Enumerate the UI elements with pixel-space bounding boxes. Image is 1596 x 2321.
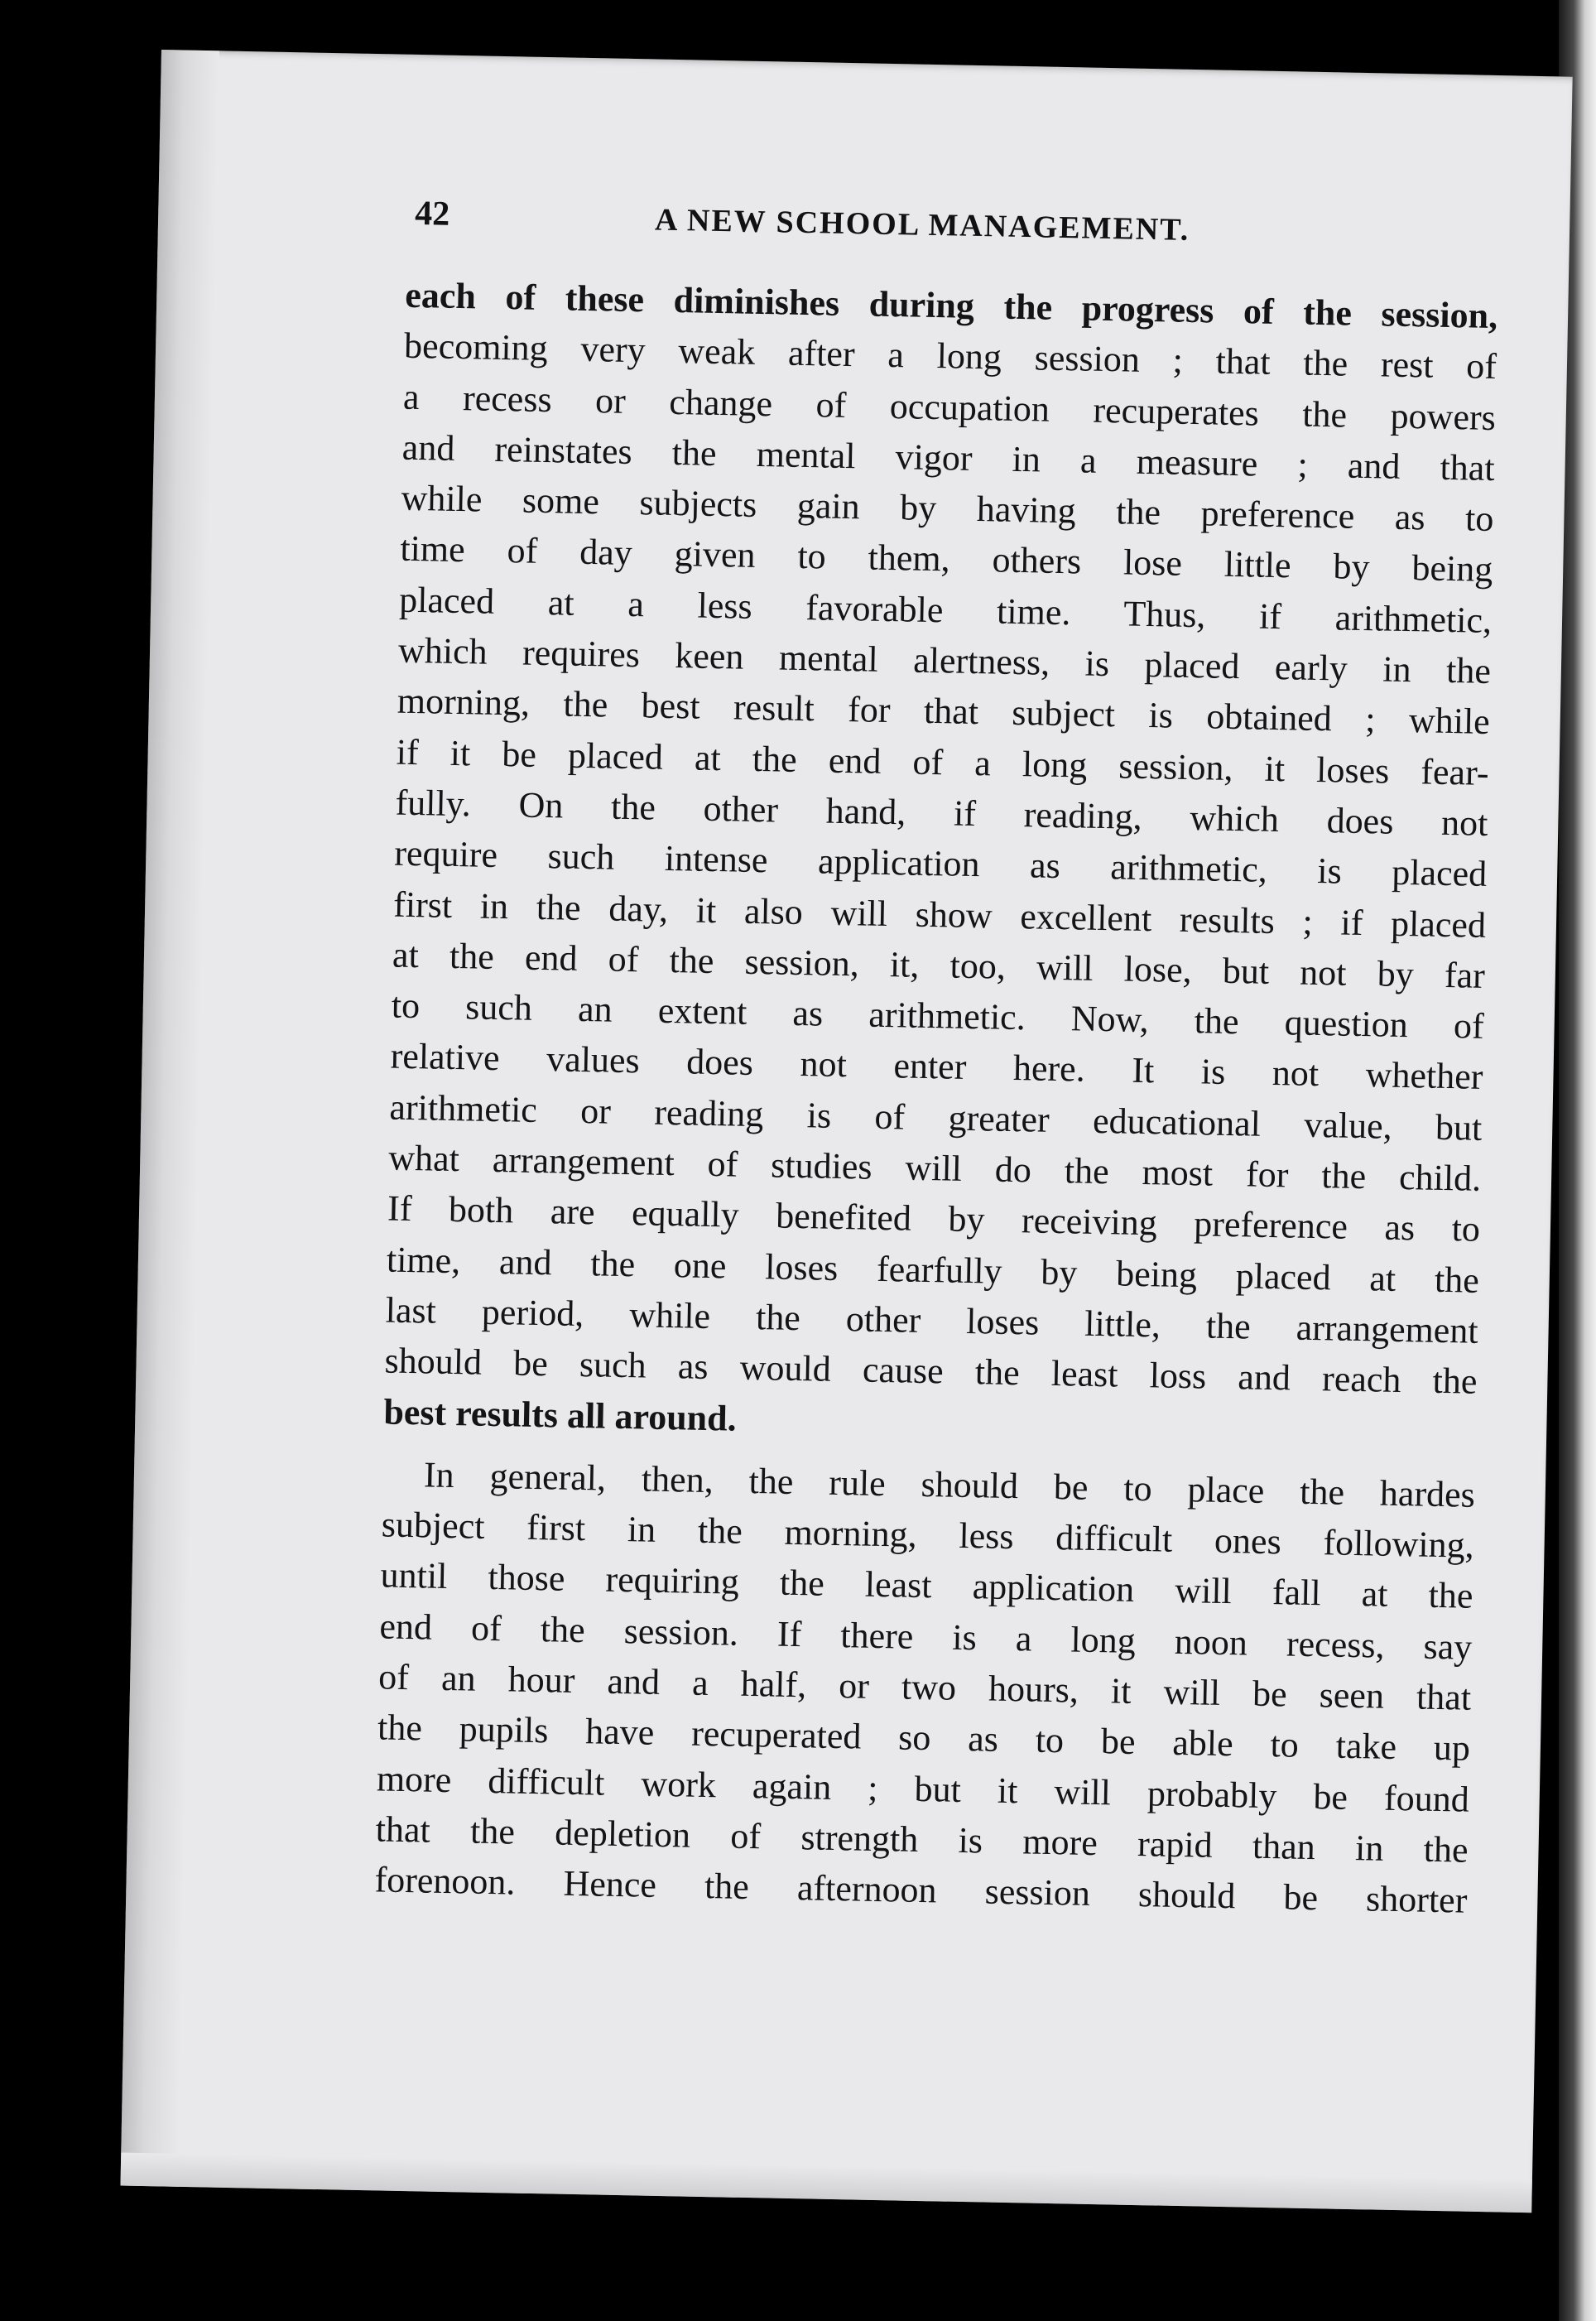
text-line: morning, the best result for that subject is obtained ; while <box>397 680 1491 743</box>
text-line: end of the session. If there is a long noon recess, say <box>379 1606 1473 1668</box>
text-line: at the end of the session, it, too, will lose, but not by far <box>392 934 1486 996</box>
text-line: first in the day, it also will show excellent results ; if placed <box>392 884 1487 946</box>
text-line: require such intense application as arithmetic, is placed <box>393 832 1488 895</box>
page-number: 42 <box>414 194 450 234</box>
text-line: what arrangement of studies will do the most for the child. <box>387 1137 1482 1199</box>
running-head: A NEW SCHOOL MANAGEMENT. <box>654 202 1190 248</box>
text-line: In general, then, the rule should be to place the hardes <box>423 1454 1476 1515</box>
body-text <box>374 270 1498 1926</box>
text-line: arithmetic or reading is of greater educational value, but <box>389 1086 1483 1148</box>
page-header <box>415 194 1450 263</box>
text-line: of an hour and a half, or two hours, it will be seen that <box>377 1656 1472 1718</box>
text-line: best results all around. <box>383 1390 738 1439</box>
page-content <box>120 50 1572 2213</box>
text-line: If both are equally benefited by receiving preference as to <box>387 1187 1481 1250</box>
text-line: that the depletion of strength is more rapid than in the <box>375 1808 1469 1871</box>
text-line: the pupils have recuperated so as to be able to take up <box>377 1707 1471 1770</box>
text-line: forenoon. Hence the afternoon session should be shorter <box>374 1859 1468 1921</box>
text-line: time, and the one loses fearfully by being placed at the <box>386 1239 1480 1301</box>
text-line: if it be placed at the end of a long session, it loses fear- <box>396 731 1490 793</box>
text-line: subject first in the morning, less difficult ones following, <box>381 1504 1475 1566</box>
text-line: and reinstates the mental vigor in a measure ; and that <box>401 426 1496 489</box>
paragraph <box>383 270 1498 1458</box>
text-line: each of these diminishes during the progress of the session, <box>404 274 1498 337</box>
text-line: more difficult work again ; but it will probably be found <box>376 1757 1470 1820</box>
text-line: a recess or change of occupation recuperates the powers <box>402 376 1497 438</box>
text-line: becoming very weak after a long session ; that the rest of <box>403 325 1497 388</box>
text-line: while some subjects gain by having the preference as to <box>401 477 1494 540</box>
text-line: last period, while the other loses little, the arrangement <box>385 1289 1479 1351</box>
text-line: which requires keen mental alertness, is placed early in the <box>397 629 1492 692</box>
text-line: placed at a less favorable time. Thus, if arithmetic, <box>398 579 1493 641</box>
text-line: time of day given to them, others lose little by being <box>400 528 1493 590</box>
paragraph <box>374 1448 1475 1926</box>
text-line: relative values does not enter here. It is not whether <box>390 1035 1483 1098</box>
text-line: to such an extent as arithmetic. Now, the question of <box>391 985 1485 1047</box>
text-line: fully. On the other hand, if reading, which does not <box>395 782 1488 844</box>
text-line: should be such as would cause the least loss and reach the <box>384 1340 1478 1403</box>
text-line: until those requiring the least application will fall at the <box>380 1554 1473 1617</box>
